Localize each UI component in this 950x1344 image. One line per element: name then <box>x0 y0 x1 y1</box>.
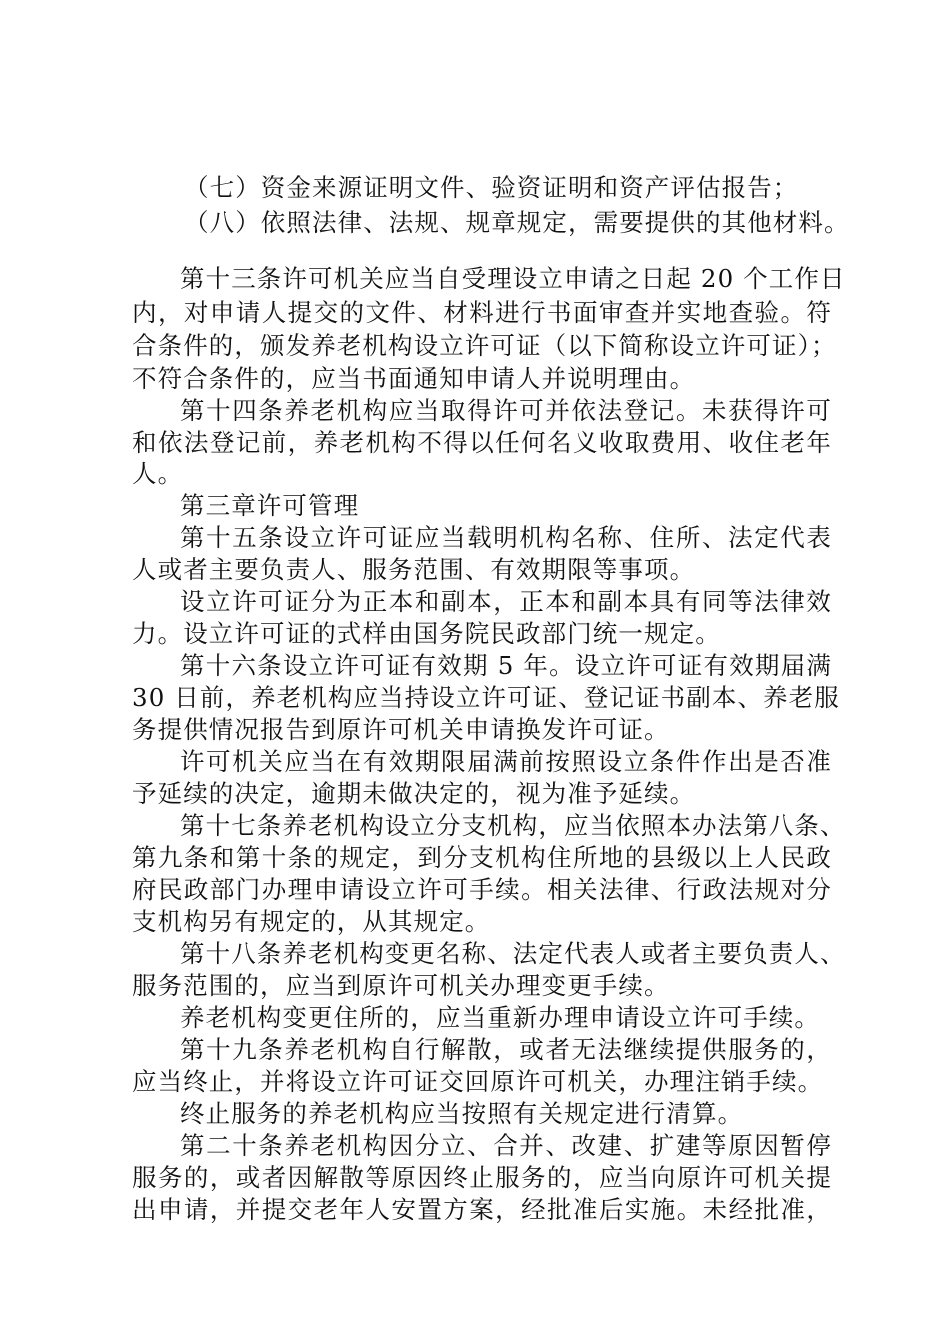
text-line: 合条件的，颁发养老机构设立许可证（以下简称设立许可证）； <box>132 331 837 360</box>
text-line: 不符合条件的，应当书面通知申请人并说明理由。 <box>132 364 696 393</box>
text-line: 服务的，或者因解散等原因终止服务的，应当向原许可机关提 <box>132 1163 832 1192</box>
text-line: 第十四条养老机构应当取得许可并依法登记。未获得许可 <box>180 396 832 425</box>
text-line: 第十七条养老机构设立分支机构，应当依照本办法第八条、 <box>180 811 846 840</box>
text-line: 第十八条养老机构变更名称、法定代表人或者主要负责人、 <box>180 939 846 968</box>
text-line: 第二十条养老机构因分立、合并、改建、扩建等原因暂停 <box>180 1131 832 1160</box>
text-line: 人或者主要负责人、服务范围、有效期限等事项。 <box>132 555 696 584</box>
text-line: 支机构另有规定的，从其规定。 <box>132 907 491 936</box>
text-line: 终止服务的养老机构应当按照有关规定进行清算。 <box>180 1099 744 1128</box>
text-line: 人。 <box>132 459 184 488</box>
text-line: 和依法登记前，养老机构不得以任何名义收取费用、收住老年 <box>132 428 832 457</box>
text-line: （七）资金来源证明文件、验资证明和资产评估报告； <box>184 173 799 202</box>
text-line: 第十三条许可机关应当自受理设立申请之日起 20 个工作日 <box>180 264 846 293</box>
text-line: 力。设立许可证的式样由国务院民政部门统一规定。 <box>132 619 721 648</box>
text-line: （八）依照法律、法规、规章规定，需要提供的其他材料。 <box>184 208 850 237</box>
text-line: 许可机关应当在有效期限届满前按照设立条件作出是否准 <box>180 747 832 776</box>
text-line: 第十五条设立许可证应当载明机构名称、住所、法定代表 <box>180 523 832 552</box>
text-line: 府民政部门办理申请设立许可手续。相关法律、行政法规对分 <box>132 875 832 904</box>
text-line: 30 日前，养老机构应当持设立许可证、登记证书副本、养老服 <box>132 683 840 712</box>
text-line: 服务范围的，应当到原许可机关办理变更手续。 <box>132 971 670 1000</box>
text-line: 设立许可证分为正本和副本，正本和副本具有同等法律效 <box>180 587 832 616</box>
text-line: 务提供情况报告到原许可机关申请换发许可证。 <box>132 715 670 744</box>
text-line: 第九条和第十条的规定，到分支机构住所地的县级以上人民政 <box>132 843 832 872</box>
text-line: 第十九条养老机构自行解散，或者无法继续提供服务的， <box>180 1035 832 1064</box>
text-line: 出申请，并提交老年人安置方案，经批准后实施。未经批准， <box>132 1195 832 1224</box>
chapter-heading: 第三章许可管理 <box>180 491 360 520</box>
text-line: 第十六条设立许可证有效期 5 年。设立许可证有效期届满 <box>180 651 832 680</box>
text-line: 应当终止，并将设立许可证交回原许可机关，办理注销手续。 <box>132 1067 824 1096</box>
text-line: 养老机构变更住所的，应当重新办理申请设立许可手续。 <box>180 1003 820 1032</box>
text-line: 内，对申请人提交的文件、材料进行书面审查并实地查验。符 <box>132 298 832 327</box>
text-line: 予延续的决定，逾期未做决定的，视为准予延续。 <box>132 779 696 808</box>
